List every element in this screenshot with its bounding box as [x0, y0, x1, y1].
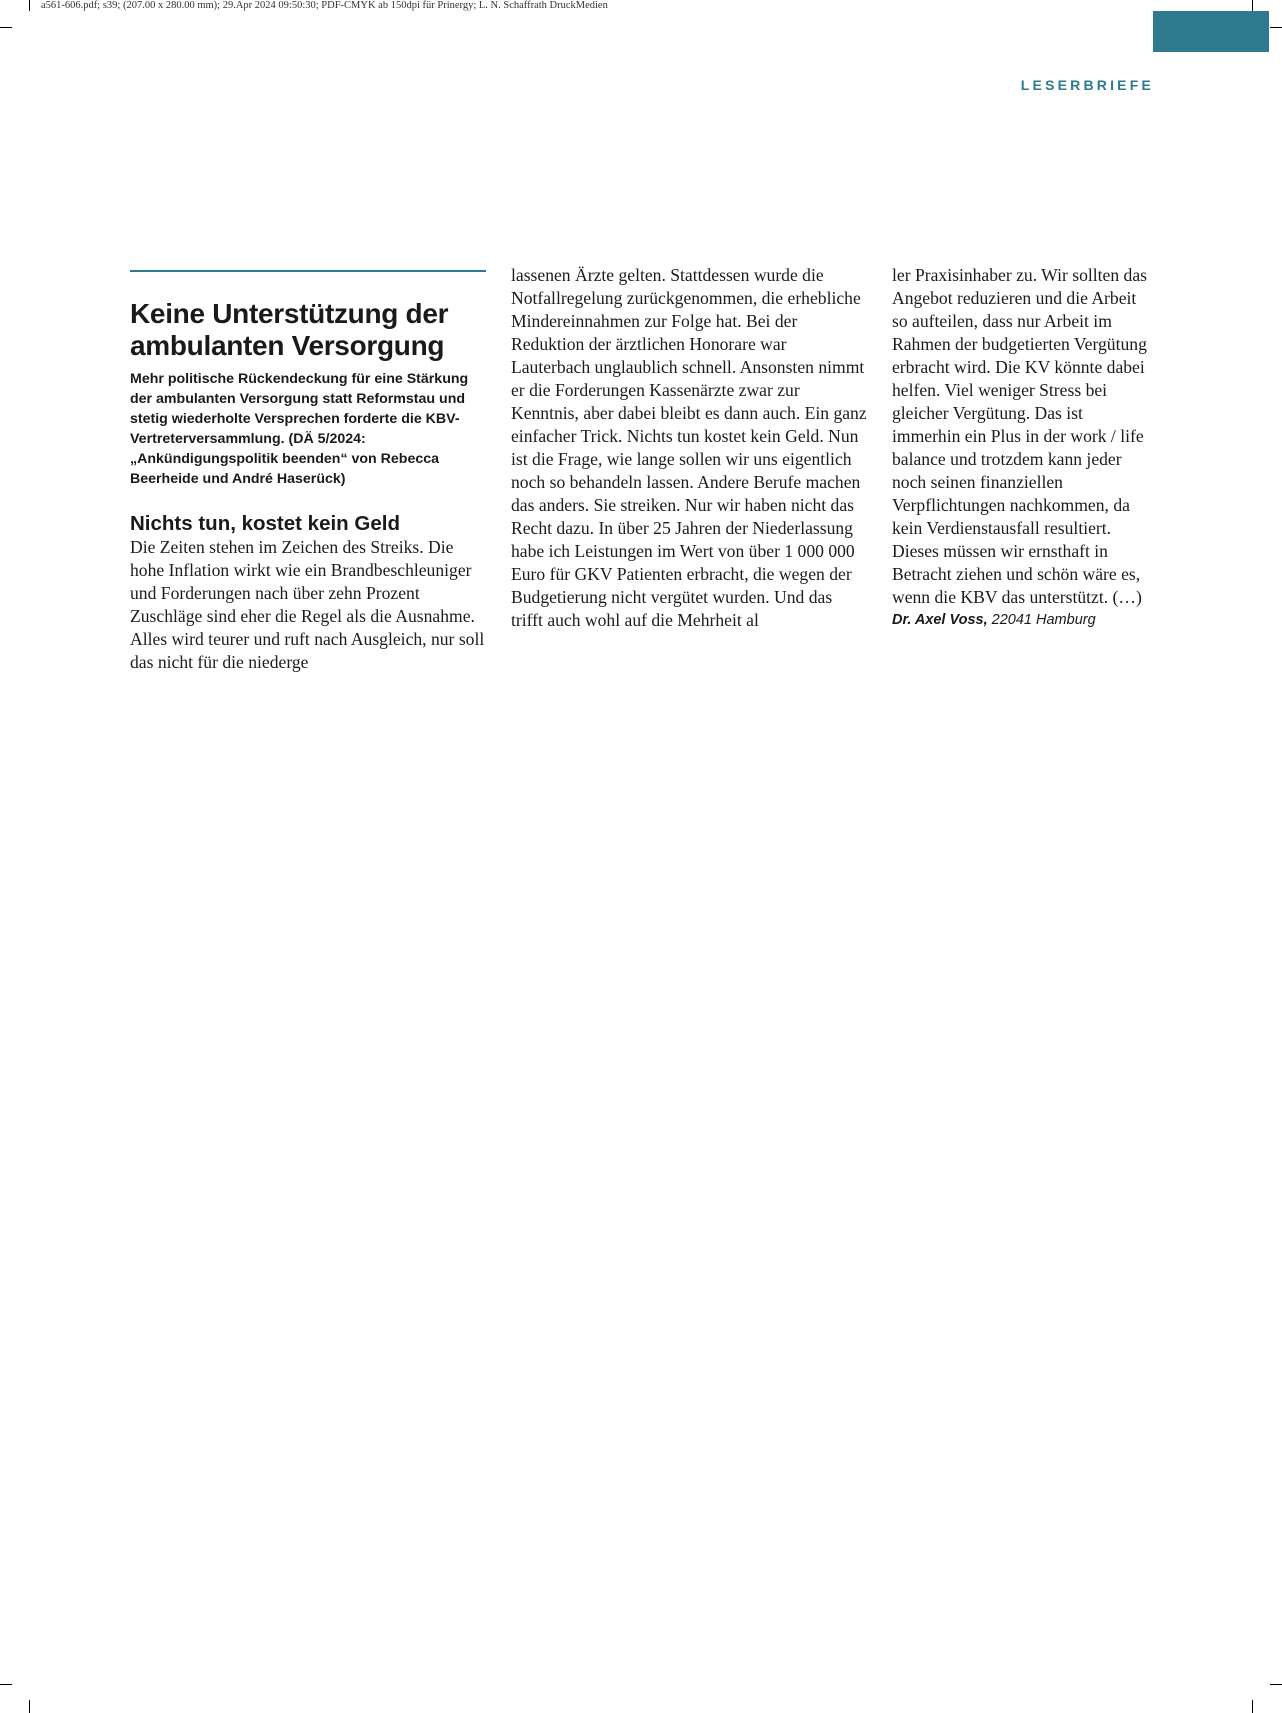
article-dek: Mehr politische Rückendeckung für eine Stärkung der ambulanten Versorgung statt Reformstau und stetig wiederholte Versprechen forderte die KBV-Vertreterversammlung. (DÄ 5/2024: „Ankündigungspolitik beenden“ von Rebecca Beerheide und André Haserück): [130, 371, 469, 487]
letter-signature: [892, 609, 1154, 632]
letter-body-part-3: ler Praxisinhaber zu. Wir sollten das Angebot reduzieren und die Arbeit so aufteilen, dass nur Arbeit im Rahmen der budgetierten Vergütung erbracht wird. Die KV könnte dabei helfen. Viel weniger Stress bei gleicher Vergütung. Das ist immerhin ein Plus in der work / life balance und trotzdem kann jeder noch seinen finanziellen Verpflichtungen nachkommen, da kein Verdienstausfall resultiert. Dieses müssen wir ernsthaft in Betracht ziehen und schön wäre es, wenn die KBV das unterstützt. (…): [892, 265, 1147, 607]
article-headline: Keine Unterstützung der ambulanten Versorgung: [130, 298, 449, 361]
author-name: Dr. Axel Voss,: [892, 612, 988, 628]
letter-subhead: Nichts tun, kostet kein Geld: [130, 512, 400, 535]
crop-mark-bottom-right-vertical: [1252, 1700, 1253, 1713]
crop-mark-top-right-vertical: [1252, 0, 1253, 11]
letter-body-part-1: Die Zeiten stehen im Zeichen des Streiks. Die hohe Inflation wirkt wie ein Brandbeschleuniger und Forderungen nach über zehn Prozent Zuschläge sind eher die Regel als die Ausnahme. Alles wird teurer und ruft nach Ausgleich, nur soll das nicht für die niederge: [130, 537, 485, 672]
crop-mark-bottom-left-horizontal: [0, 1684, 12, 1685]
print-slug-line: a561-606.pdf; s39; (207.00 x 280.00 mm); 29.Apr 2024 09:50:30; PDF-CMYK ab 150dpi für Prinergy; L. N. Schaffrath DruckMedien: [41, 0, 608, 11]
crop-mark-top-left-vertical: [29, 0, 30, 11]
crop-mark-top-right-horizontal: [1270, 27, 1282, 28]
article-column-3: [892, 264, 1154, 632]
crop-mark-bottom-left-vertical: [29, 1700, 30, 1713]
article-column-1: [130, 264, 486, 674]
article-column-2: [511, 264, 867, 632]
crop-mark-top-left-horizontal: [0, 27, 12, 28]
section-color-tab: [1153, 11, 1269, 52]
section-label: LESERBRIEFE: [1020, 77, 1154, 93]
article-top-rule: [130, 270, 486, 272]
letter-body-part-2: lassenen Ärzte gelten. Stattdessen wurde die Notfallregelung zurückgenommen, die erhebliche Mindereinnahmen zur Folge hat. Bei der Reduktion der ärztlichen Honorare war Lauterbach unglaublich schnell. Ansonsten nimmt er die Forderungen Kassenärzte zwar zur Kenntnis, aber dabei bleibt es dann auch. Ein ganz einfacher Trick. Nichts tun kostet kein Geld. Nun ist die Frage, wie lange sollen wir uns eigentlich noch so behandeln lassen. Andere Berufe machen das anders. Sie streiken. Nur wir haben nicht das Recht dazu. In über 25 Jahren der Niederlassung habe ich Leistungen im Wert von über 1 000 000 Euro für GKV Patienten erbracht, die wegen der Budgetierung nicht vergütet wurden. Und das trifft auch wohl auf die Mehrheit al: [511, 265, 867, 630]
crop-mark-bottom-right-horizontal: [1270, 1684, 1282, 1685]
author-location: 22041 Hamburg: [987, 612, 1096, 628]
